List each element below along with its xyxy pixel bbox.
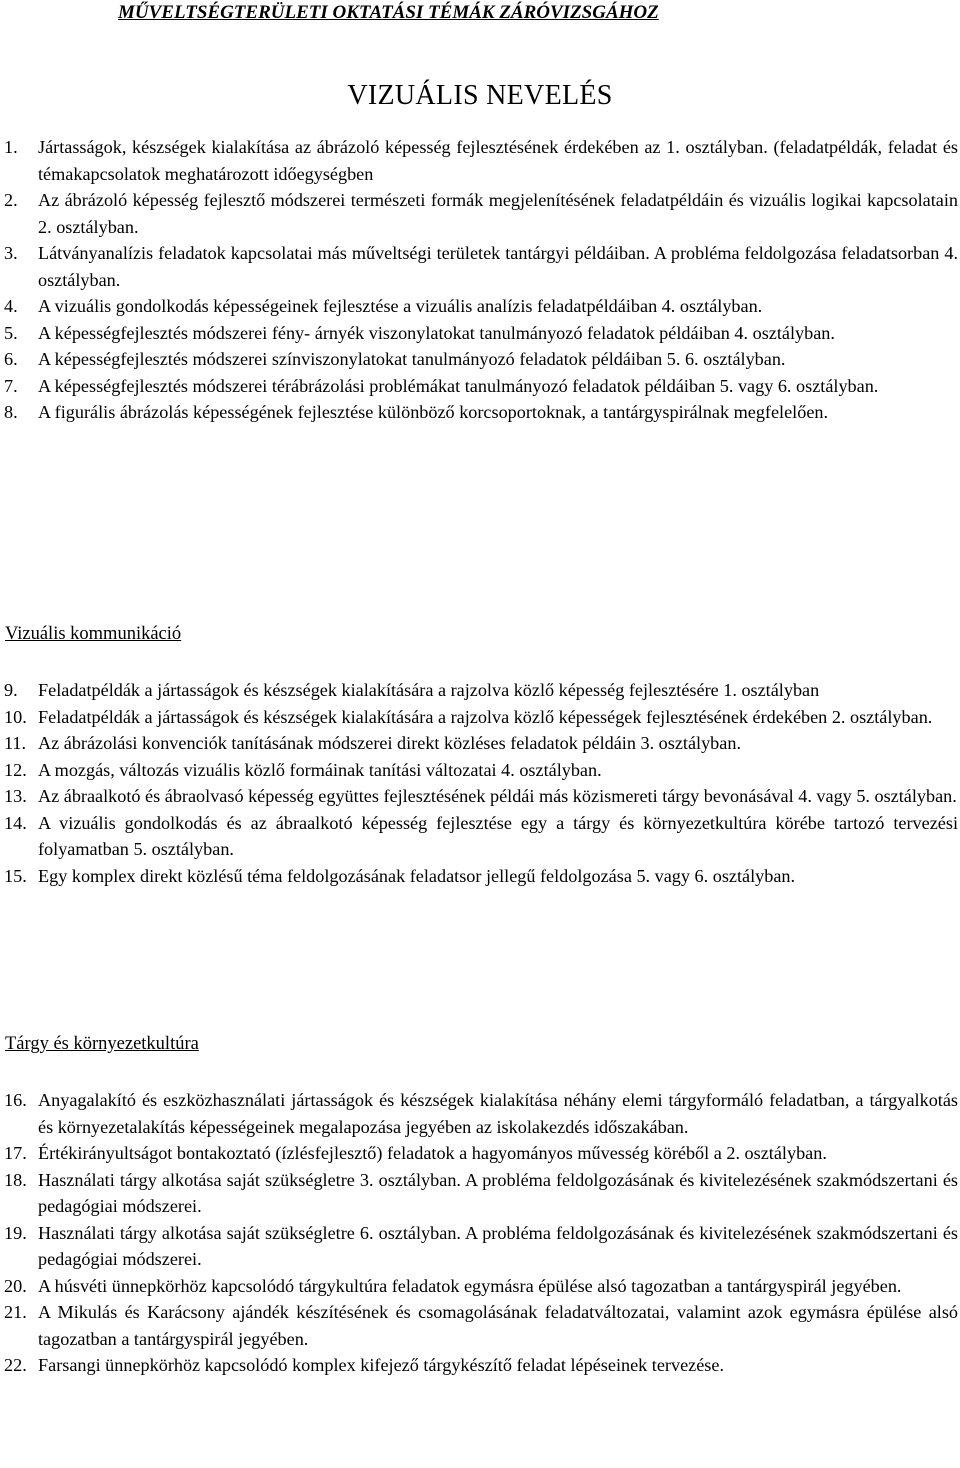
item-text: A Mikulás és Karácsony ajándék készítésének és csomagolásának feladatváltozatai, valamint azok egymásra épülése alsó tagozatban a tantárgyspirál jegyében. (38, 1302, 958, 1349)
item-number: 11. (4, 733, 27, 753)
section-heading-object-culture: Tárgy és környezetkultúra (5, 1034, 199, 1054)
item-text: Értékirányultságot bontakoztató (ízlésfejlesztő) feladatok a hagyományos művesség köréből a 2. osztályban. (38, 1143, 827, 1163)
item-number: 2. (4, 190, 18, 210)
document-header: MŰVELTSÉGTERÜLETI OKTATÁSI TÉMÁK ZÁRÓVIZSGÁHOZ (118, 2, 659, 23)
item-number: 8. (4, 402, 18, 422)
item-number: 3. (4, 243, 18, 263)
item-number: 5. (4, 322, 18, 343)
document-title: VIZUÁLIS NEVELÉS (347, 80, 613, 111)
list-item (0, 730, 960, 757)
item-text: Látványanalízis feladatok kapcsolatai más műveltségi területek tantárgyi példáiban. A probléma feldolgozása feladatsorban 4. osztályban. (38, 243, 958, 290)
item-number: 10. (4, 706, 27, 727)
list-item (0, 783, 960, 810)
list-item (0, 757, 960, 784)
item-number: 21. (4, 1302, 27, 1322)
item-text: A vizuális gondolkodás és az ábraalkotó képesség fejlesztése egy a tárgy és környezetkultúra körébe tartozó tervezési folyamatban 5. osztályban. (38, 812, 958, 859)
item-text: A figurális ábrázolás képességének fejlesztése különböző korcsoportoknak, a tantárgyspirálnak megfelelően. (38, 402, 829, 422)
list-item (0, 399, 960, 426)
section-heading-visual-communication: Vizuális kommunikáció (5, 624, 182, 644)
item-number: 14. (4, 812, 27, 833)
item-number: 16. (4, 1090, 27, 1110)
list-item (0, 1352, 960, 1379)
item-text: Feladatpéldák a jártasságok és készségek kialakítására a rajzolva közlő képesség fejlesztésére 1. osztályban (38, 680, 820, 700)
list-item (0, 810, 960, 863)
list-item (0, 1299, 960, 1352)
item-number: 12. (4, 759, 27, 780)
list-item (0, 1167, 960, 1220)
list-item (0, 1220, 960, 1273)
item-number: 15. (4, 865, 27, 886)
item-text: A képességfejlesztés módszerei színviszonylatokat tanulmányozó feladatok példáiban 5. 6. osztályban. (38, 349, 786, 369)
item-text: Egy komplex direkt közlésű téma feldolgozásának feladatsor jellegű feldolgozása 5. vagy 6. osztályban. (38, 865, 796, 886)
item-text: A mozgás, változás vizuális közlő formáinak tanítási változatai 4. osztályban. (38, 759, 602, 780)
item-number: 18. (4, 1169, 27, 1190)
item-text: Használati tárgy alkotása saját szükségletre 6. osztályban. A probléma feldolgozásának és kivitelezésének szakmódszertani és pedagógiai módszerei. (38, 1222, 958, 1269)
item-number: 6. (4, 349, 18, 369)
item-text: Anyagalakító és eszközhasználati jártasságok és készségek kialakítása néhány elemi tárgyformáló feladatban, a tárgyalkotás és környezetalakítás képességeinek megalapozása jegyében az iskolakezdés időszakában. (38, 1090, 958, 1137)
item-text: Feladatpéldák a jártasságok és készségek kialakítására a rajzolva közlő képességek fejlesztésének érdekében 2. osztályban. (38, 706, 933, 727)
item-text: Jártasságok, készségek kialakítása az ábrázoló képesség fejlesztésének érdekében az 1. osztályban. (feladatpéldák, feladat és témakapcsolatok meghatározott időegységben (38, 137, 958, 184)
list-item (0, 677, 960, 704)
topic-list-object-culture (0, 1087, 960, 1379)
item-number: 9. (4, 680, 18, 700)
list-item (0, 240, 960, 293)
item-text: A húsvéti ünnepkörhöz kapcsolódó tárgykultúra feladatok egymásra épülése alsó tagozatban a tantárgyspirál jegyében. (38, 1275, 902, 1296)
item-number: 17. (4, 1143, 27, 1163)
list-item (0, 1140, 960, 1167)
item-text: Az ábrázoló képesség fejlesztő módszerei természeti formák megjelenítésének feladatpéldáin és vizuális logikai kapcsolatain 2. osztályban. (38, 190, 958, 237)
list-item (0, 373, 960, 400)
topic-list-visual-communication (0, 677, 960, 889)
item-text: Használati tárgy alkotása saját szükségletre 3. osztályban. A probléma feldolgozásának és kivitelezésének szakmódszertani és pedagógiai módszerei. (38, 1169, 958, 1216)
list-item (0, 320, 960, 347)
item-number: 4. (4, 296, 18, 316)
topic-list-visual-representation (0, 134, 960, 426)
item-number: 7. (4, 375, 18, 396)
item-number: 20. (4, 1275, 27, 1296)
item-text: A képességfejlesztés módszerei térábrázolási problémákat tanulmányozó feladatok példáiban 5. vagy 6. osztályban. (38, 375, 879, 396)
item-number: 22. (4, 1355, 27, 1375)
item-number: 13. (4, 786, 27, 806)
item-text: A képességfejlesztés módszerei fény- árnyék viszonylatokat tanulmányozó feladatok példáiban 4. osztályban. (38, 322, 835, 343)
list-item (0, 346, 960, 373)
item-number: 19. (4, 1222, 27, 1243)
list-item (0, 704, 960, 731)
item-text: Az ábrázolási konvenciók tanításának módszerei direkt közléses feladatok példáin 3. osztályban. (38, 733, 741, 753)
item-number: 1. (4, 137, 18, 157)
item-text: Farsangi ünnepkörhöz kapcsolódó komplex kifejező tárgykészítő feladat lépéseinek tervezése. (38, 1355, 724, 1375)
list-item (0, 1273, 960, 1300)
list-item (0, 863, 960, 890)
item-text: Az ábraalkotó és ábraolvasó képesség együttes fejlesztésének példái más közismereti tárgy bevonásával 4. vagy 5. osztályban. (38, 786, 957, 806)
list-item (0, 1087, 960, 1140)
list-item (0, 187, 960, 240)
list-item (0, 134, 960, 187)
list-item (0, 293, 960, 320)
item-text: A vizuális gondolkodás képességeinek fejlesztése a vizuális analízis feladatpéldáiban 4. osztályban. (38, 296, 763, 316)
